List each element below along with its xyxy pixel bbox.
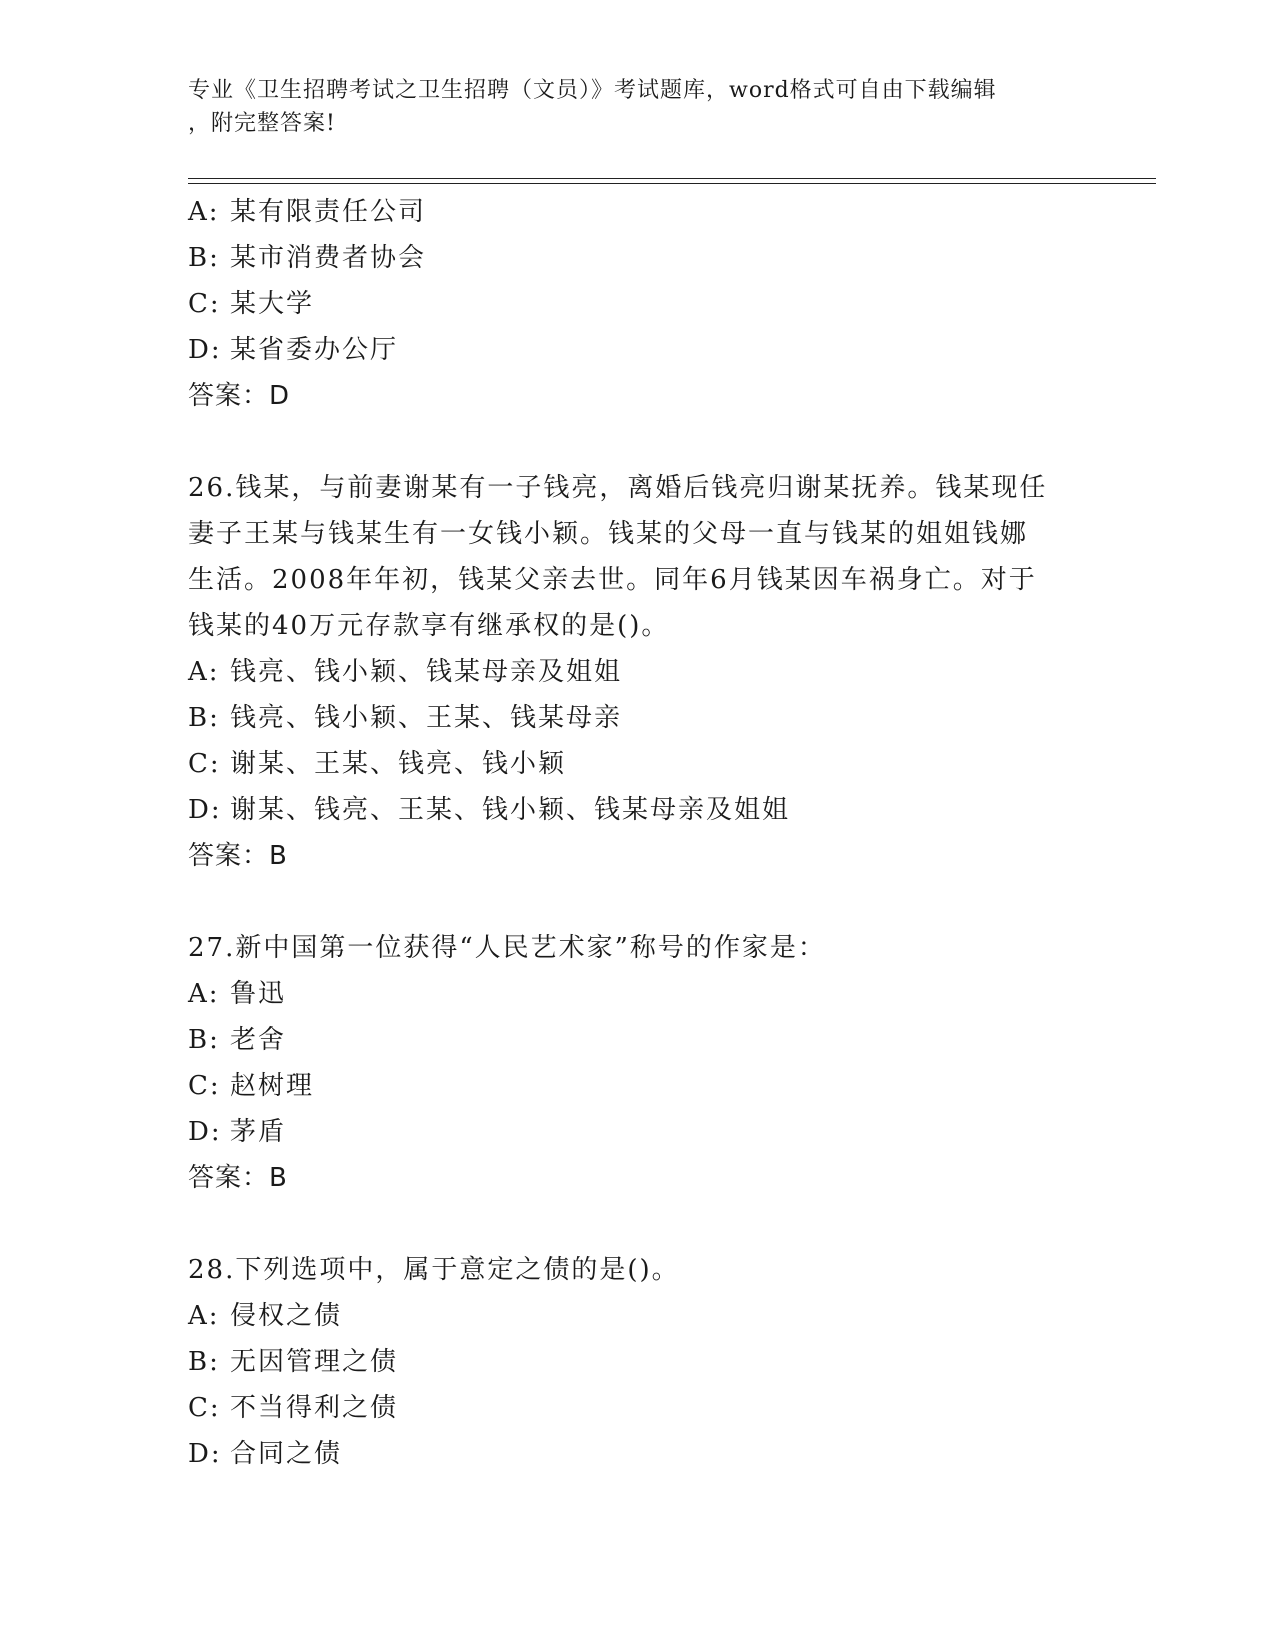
question-text: 27.新中国第一位获得“人民艺术家”称号的作家是： bbox=[188, 933, 826, 963]
document-header bbox=[188, 74, 1088, 140]
question-list bbox=[188, 189, 1088, 1477]
option-a: A: 钱亮、钱小颖、钱某母亲及姐姐 bbox=[188, 657, 623, 687]
header-divider-bottom bbox=[188, 183, 1156, 184]
answer: 答案：B bbox=[188, 1163, 288, 1193]
option-c: C: 某大学 bbox=[188, 289, 315, 319]
option-c: C: 赵树理 bbox=[188, 1071, 315, 1101]
spacer bbox=[188, 419, 1088, 465]
spacer bbox=[188, 879, 1088, 925]
option-c: C: 谢某、王某、钱亮、钱小颖 bbox=[188, 749, 567, 779]
question-text: 28.下列选项中，属于意定之债的是()。 bbox=[188, 1255, 680, 1285]
option-a: A: 侵权之债 bbox=[188, 1301, 343, 1331]
answer: 答案：B bbox=[188, 841, 288, 871]
option-d: D: 某省委办公厅 bbox=[188, 335, 399, 365]
option-d: D: 谢某、钱亮、王某、钱小颖、钱某母亲及姐姐 bbox=[188, 795, 791, 825]
option-b: B: 无因管理之债 bbox=[188, 1347, 399, 1377]
header-divider-top bbox=[188, 178, 1156, 179]
option-a: A: 鲁迅 bbox=[188, 979, 287, 1009]
option-d: D: 合同之债 bbox=[188, 1439, 343, 1469]
option-b: B: 某市消费者协会 bbox=[188, 243, 427, 273]
header-title-line1: 专业《卫生招聘考试之卫生招聘（文员）》考试题库，word格式可自由下载编辑 bbox=[188, 78, 997, 103]
option-b: B: 老舍 bbox=[188, 1025, 287, 1055]
question-26 bbox=[188, 465, 1088, 879]
option-d: D: 茅盾 bbox=[188, 1117, 287, 1147]
option-c: C: 不当得利之债 bbox=[188, 1393, 399, 1423]
header-title-line2: ，附完整答案! bbox=[188, 111, 336, 136]
spacer bbox=[188, 1201, 1088, 1247]
option-a: A: 某有限责任公司 bbox=[188, 197, 427, 227]
question-27 bbox=[188, 925, 1088, 1201]
question-text: 26.钱某，与前妻谢某有一子钱亮，离婚后钱亮归谢某抚养。钱某现任妻子王某与钱某生有一女钱小颖。钱某的父母一直与钱某的姐姐钱娜生活。2008年年初，钱某父亲去世。同年6月钱某因车祸身亡。对于钱某的40万元存款享有继承权的是()。 bbox=[188, 473, 1048, 641]
option-b: B: 钱亮、钱小颖、王某、钱某母亲 bbox=[188, 703, 623, 733]
question-28 bbox=[188, 1247, 1088, 1477]
question-25 bbox=[188, 189, 1088, 419]
answer: 答案：D bbox=[188, 381, 291, 411]
